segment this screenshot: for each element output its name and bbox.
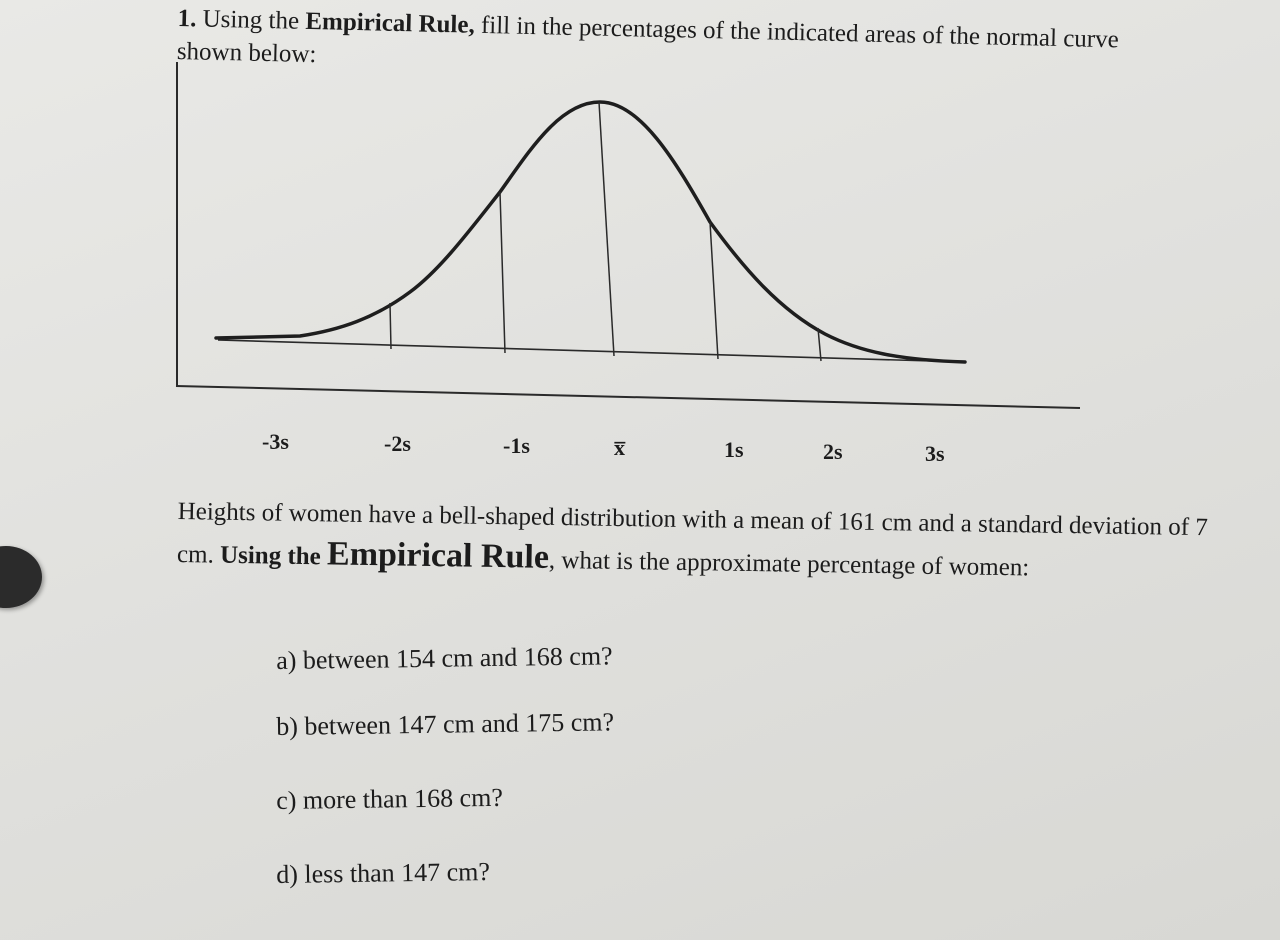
problem-paragraph [177,492,1218,591]
axis-label-plus-2s: 2s [823,439,843,464]
axis-label-minus-3s: -3s [262,429,289,454]
item-d: d) less than 147 cm? [276,857,491,889]
question-number: 1. [177,4,197,33]
axis-label-minus-2s: -2s [384,431,411,456]
axis-label-plus-1s: 1s [724,437,744,462]
axis-label-plus-3s: 3s [925,441,945,466]
problem-text-part2: , what is the approximate percentage of women: [548,546,1030,582]
item-a: a) between 154 cm and 168 cm? [276,641,613,675]
item-b: b) between 147 cm and 175 cm? [276,707,615,741]
bell-curve [216,102,965,362]
question-line2: shown below: [176,37,317,69]
graph-bottom-axis [176,386,1080,408]
axis-label-minus-1s: -1s [503,433,530,458]
problem-text-part1: Heights of women have a bell-shaped distribution with a mean of 161 cm and a standard deviation of 7 cm. [176,497,1209,569]
divider-minus-1s [500,192,505,353]
curve-baseline [218,340,965,362]
question-intro: Using the [202,5,300,35]
divider-minus-2s [390,303,391,349]
divider-plus-1s [710,222,718,359]
rule-name: Empirical Rule, [305,7,476,39]
axis-label-mean: x̅ [614,435,625,460]
question-rest: fill in the percentages of the indicated areas of the normal curve [480,11,1120,54]
item-c: c) more than 168 cm? [276,782,504,815]
problem-using: Using the [219,541,321,571]
problem-rule: Empirical Rule [326,535,550,576]
divider-mean [599,102,614,356]
